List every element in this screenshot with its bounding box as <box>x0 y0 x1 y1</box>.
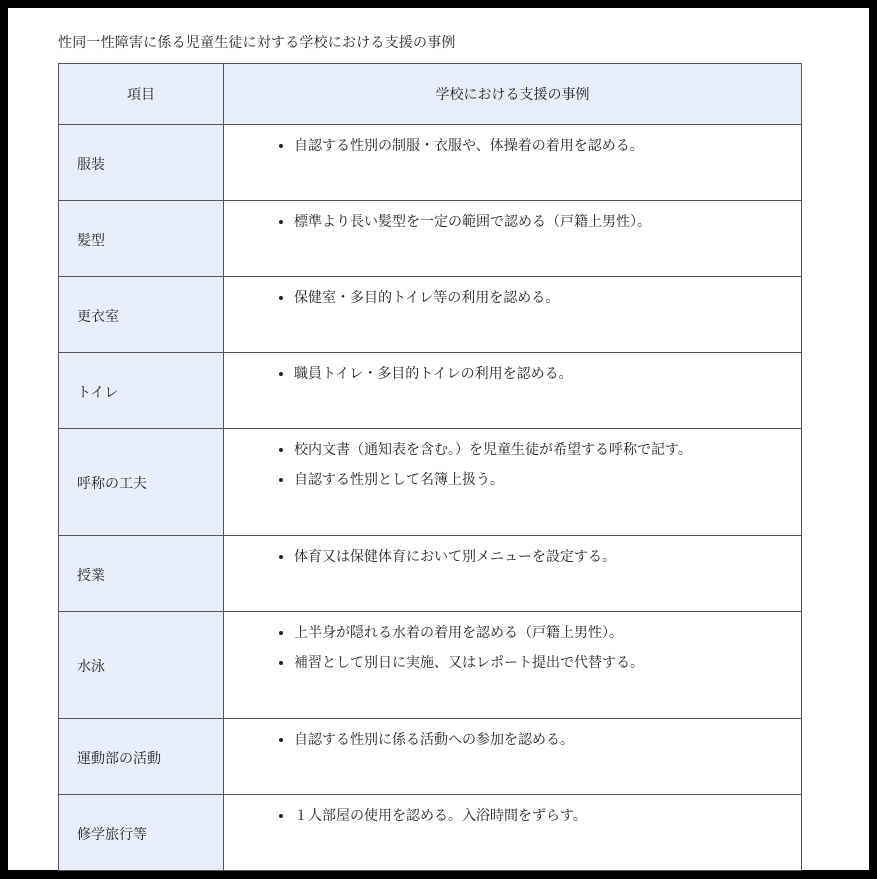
table-caption: 性同一性障害に係る児童生徒に対する学校における支援の事例 <box>58 35 456 51</box>
row-details <box>224 536 802 612</box>
detail-bullet: • 自認する性別として名簿上扱う。 <box>294 471 801 489</box>
row-details <box>224 125 802 201</box>
table-row <box>59 795 802 871</box>
row-details <box>224 429 802 536</box>
detail-bullet: • 標準より長い髪型を一定の範囲で認める（戸籍上男性）。 <box>294 213 801 231</box>
detail-bullet: • 自認する性別に係る活動への参加を認める。 <box>294 731 801 749</box>
row-item-label: 授業 <box>59 536 224 612</box>
table-row <box>59 277 802 353</box>
row-details <box>224 353 802 429</box>
detail-bullet: • 体育又は保健体育において別メニューを設定する。 <box>294 548 801 566</box>
row-item-label: 水泳 <box>59 612 224 719</box>
row-item-label: 呼称の工夫 <box>59 429 224 536</box>
column-header-support: 学校における支援の事例 <box>224 64 802 125</box>
row-item-label: 運動部の活動 <box>59 719 224 795</box>
row-details <box>224 719 802 795</box>
row-details <box>224 795 802 871</box>
table-row <box>59 429 802 536</box>
table-row <box>59 201 802 277</box>
table-row <box>59 719 802 795</box>
column-header-item: 項目 <box>59 64 224 125</box>
detail-bullet: • 補習として別日に実施、又はレポート提出で代替する。 <box>294 654 801 672</box>
table-row <box>59 125 802 201</box>
detail-bullet: • 職員トイレ・多目的トイレの利用を認める。 <box>294 365 801 383</box>
row-item-label: トイレ <box>59 353 224 429</box>
detail-bullet: • 自認する性別の制服・衣服や、体操着の着用を認める。 <box>294 137 801 155</box>
row-item-label: 更衣室 <box>59 277 224 353</box>
detail-bullet: • 保健室・多目的トイレ等の利用を認める。 <box>294 289 801 307</box>
detail-bullet: • 校内文書（通知表を含む。）を児童生徒が希望する呼称で記す。 <box>294 441 801 459</box>
row-item-label: 髪型 <box>59 201 224 277</box>
support-table <box>58 63 802 871</box>
table-row <box>59 353 802 429</box>
table-row <box>59 612 802 719</box>
row-details <box>224 201 802 277</box>
table-header-row <box>59 64 802 125</box>
detail-bullet: • 上半身が隠れる水着の着用を認める（戸籍上男性）。 <box>294 624 801 642</box>
row-item-label: 服装 <box>59 125 224 201</box>
table-row <box>59 536 802 612</box>
document-frame <box>8 8 869 870</box>
detail-bullet: • １人部屋の使用を認める。入浴時間をずらす。 <box>294 807 801 825</box>
row-item-label: 修学旅行等 <box>59 795 224 871</box>
row-details <box>224 277 802 353</box>
row-details <box>224 612 802 719</box>
